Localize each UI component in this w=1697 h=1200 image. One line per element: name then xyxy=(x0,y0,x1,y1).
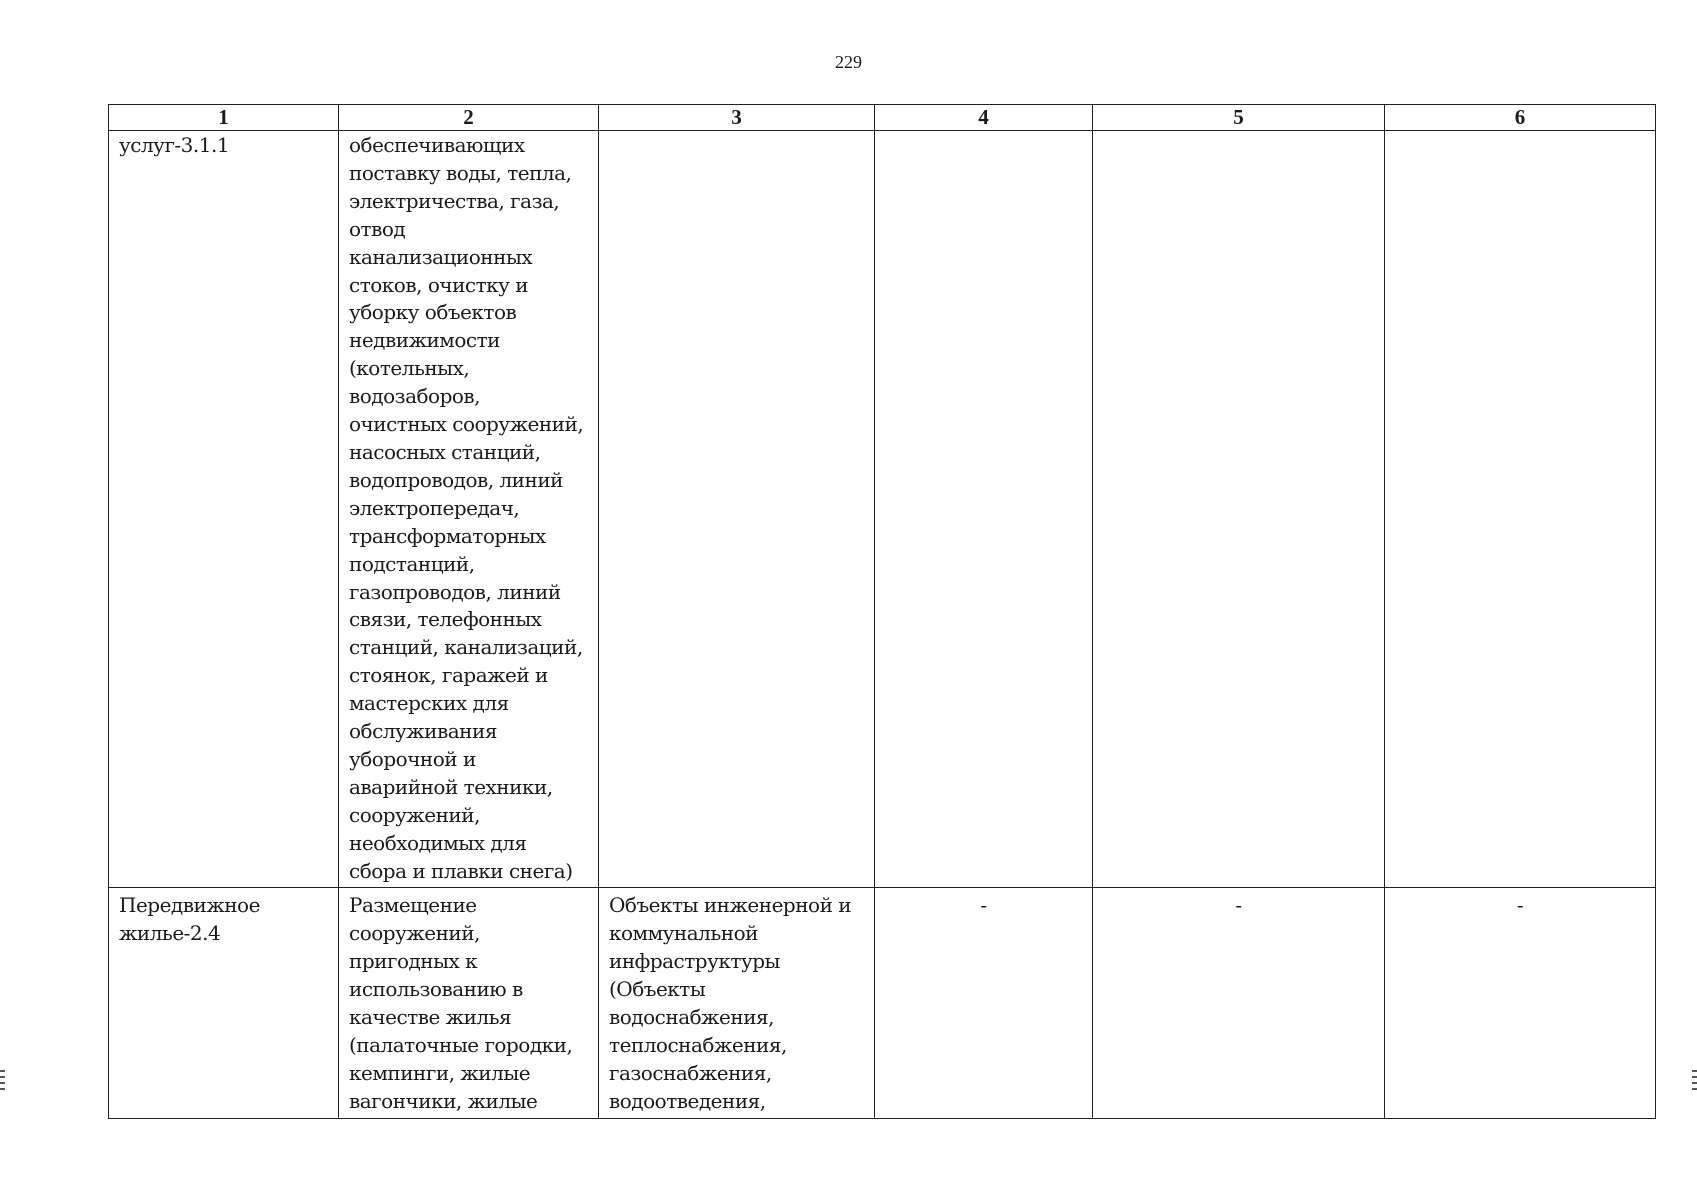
table-cell xyxy=(1093,888,1385,1118)
table-cell xyxy=(109,888,339,1118)
table-row xyxy=(109,888,1656,1118)
column-header-2: 2 xyxy=(339,105,599,131)
column-header-5: 5 xyxy=(1093,105,1385,131)
table-cell xyxy=(599,131,875,888)
table-cell xyxy=(339,888,599,1118)
cell-text: услуг-3.1.1 xyxy=(119,133,230,157)
page-number: 229 xyxy=(835,52,862,72)
cell-text: Размещение сооружений, пригодных к использованию в качестве жилья (палаточные городки, кемпинги, жилые вагончики, жилые xyxy=(349,893,573,1113)
table-cell xyxy=(875,888,1093,1118)
table-cell xyxy=(339,131,599,888)
column-header-3: 3 xyxy=(599,105,875,131)
table-row xyxy=(109,131,1656,888)
cell-text: обеспечивающих поставку воды, тепла, электричества, газа, отвод канализационных стоков, очистку и уборку объектов недвижимости (котельных, водозаборов, очистных сооружений, насосных станций, водопроводов, линий электропередач, трансформаторных подстанций, газопроводов, линий связи, телефонных станций, канализаций, стоянок, гаражей и мастерских для обслуживания уборочной и аварийной техники, сооружений, необходимых для сбора и плавки снега) xyxy=(349,133,584,883)
column-header-4: 4 xyxy=(875,105,1093,131)
table-cell xyxy=(599,888,875,1118)
table-cell xyxy=(1385,888,1656,1118)
cell-text: - xyxy=(1516,893,1524,918)
table-cell xyxy=(109,131,339,888)
cell-text: - xyxy=(980,893,987,918)
table-header-row xyxy=(109,105,1656,131)
table-cell xyxy=(875,131,1093,888)
table-cell xyxy=(1385,131,1656,888)
cell-text: - xyxy=(1235,893,1242,918)
scan-edge-mark-right xyxy=(1692,1070,1697,1092)
cell-text: Передвижное жилье-2.4 xyxy=(119,893,260,946)
table-cell xyxy=(1093,131,1385,888)
column-header-6: 6 xyxy=(1385,105,1656,131)
scan-edge-mark-left xyxy=(0,1070,5,1092)
cell-text: Объекты инженерной и коммунальной инфраструктуры (Объекты водоснабжения, теплоснабжения, газоснабжения, водоотведения, xyxy=(609,893,852,1113)
column-header-1: 1 xyxy=(109,105,339,131)
zoning-table xyxy=(108,104,1656,1119)
